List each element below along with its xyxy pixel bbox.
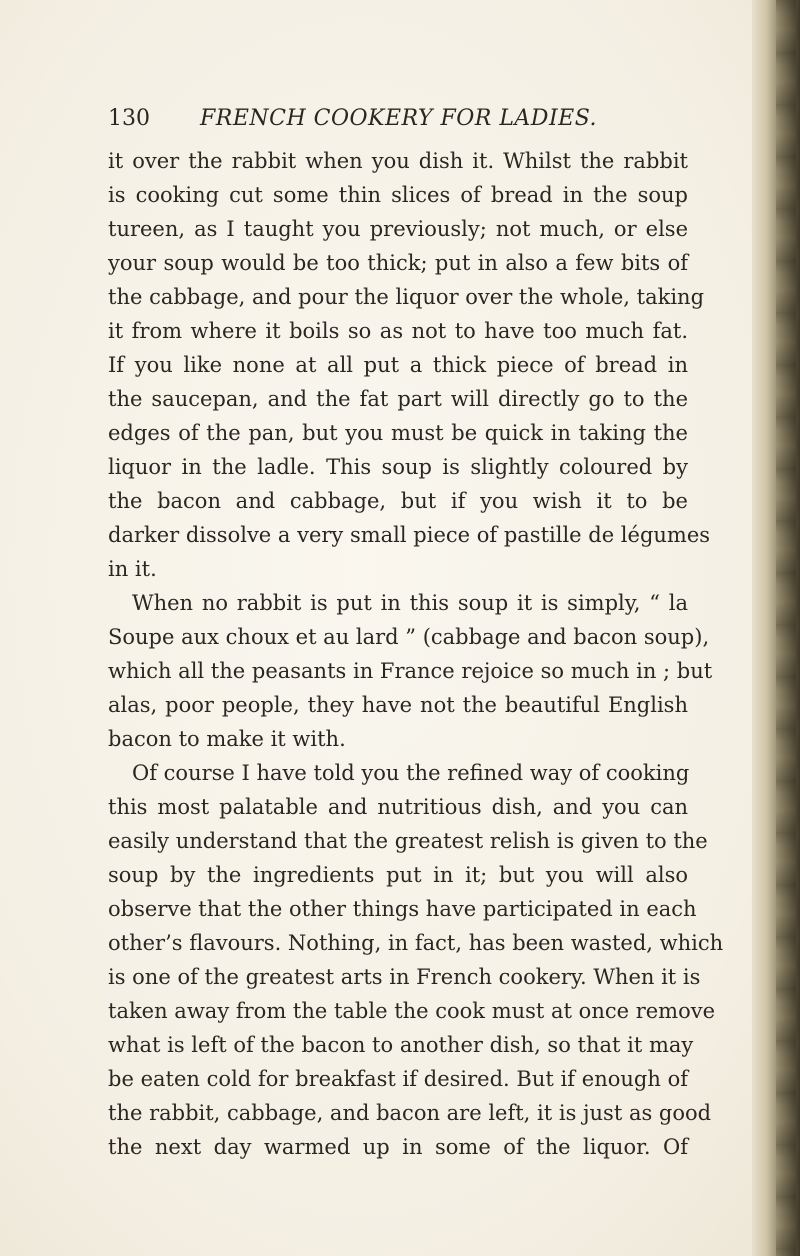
text-line: taken away from the table the cook must at once remove bbox=[108, 999, 716, 1023]
text-line: edges of the pan, but you must be quick in taking the bbox=[108, 421, 688, 445]
text-line: which all the peasants in France rejoice so much in ; but bbox=[108, 659, 713, 683]
text-line: is one of the greatest arts in French cookery. When it is bbox=[108, 965, 701, 989]
text-line: Of course I have told you the refined way of cooking bbox=[132, 761, 690, 785]
text-line: the bacon and cabbage, but if you wish it to be bbox=[108, 489, 688, 513]
text-line: tureen, as I taught you previously; not much, or else bbox=[108, 217, 688, 241]
text-line: it from where it boils so as not to have too much fat. bbox=[108, 319, 688, 343]
text-line: soup by the ingredients put in it; but you will also bbox=[108, 863, 688, 887]
running-title: FRENCH COOKERY FOR LADIES. bbox=[200, 106, 597, 131]
text-line: this most palatable and nutritious dish, and you can bbox=[108, 795, 688, 819]
text-line: what is left of the bacon to another dish, so that it may bbox=[108, 1033, 694, 1057]
text-line: Soupe aux choux et au lard ” (cabbage and bacon soup), bbox=[108, 625, 710, 649]
text-line: the next day warmed up in some of the liquor. Of bbox=[108, 1135, 688, 1159]
page-number: 130 bbox=[108, 106, 150, 131]
text-line: be eaten cold for breakfast if desired. But if enough of bbox=[108, 1067, 688, 1091]
text-line: easily understand that the greatest relish is given to the bbox=[108, 829, 708, 853]
text-line: darker dissolve a very small piece of pastille de légumes bbox=[108, 523, 711, 547]
text-line: the cabbage, and pour the liquor over the whole, taking bbox=[108, 285, 705, 309]
text-line: the rabbit, cabbage, and bacon are left, it is just as good bbox=[108, 1101, 712, 1125]
text-line: When no rabbit is put in this soup it is simply, “ la bbox=[132, 591, 688, 615]
text-line: bacon to make it with. bbox=[108, 727, 346, 751]
text-line: liquor in the ladle. This soup is slightly coloured by bbox=[108, 455, 688, 479]
page-edge-texture bbox=[776, 0, 796, 1256]
body-text bbox=[108, 144, 724, 1164]
text-line: observe that the other things have participated in each bbox=[108, 897, 697, 921]
text-line: other’s flavours. Nothing, in fact, has been wasted, which bbox=[108, 931, 724, 955]
text-line: it over the rabbit when you dish it. Whilst the rabbit bbox=[108, 149, 688, 173]
running-head bbox=[108, 106, 708, 136]
text-line: alas, poor people, they have not the beautiful English bbox=[108, 693, 688, 717]
text-line: If you like none at all put a thick piece of bread in bbox=[108, 353, 688, 377]
text-line: the saucepan, and the fat part will directly go to the bbox=[108, 387, 688, 411]
text-line: is cooking cut some thin slices of bread in the soup bbox=[108, 183, 688, 207]
text-line: in it. bbox=[108, 557, 157, 581]
text-line: your soup would be too thick; put in also a few bits of bbox=[108, 251, 688, 275]
